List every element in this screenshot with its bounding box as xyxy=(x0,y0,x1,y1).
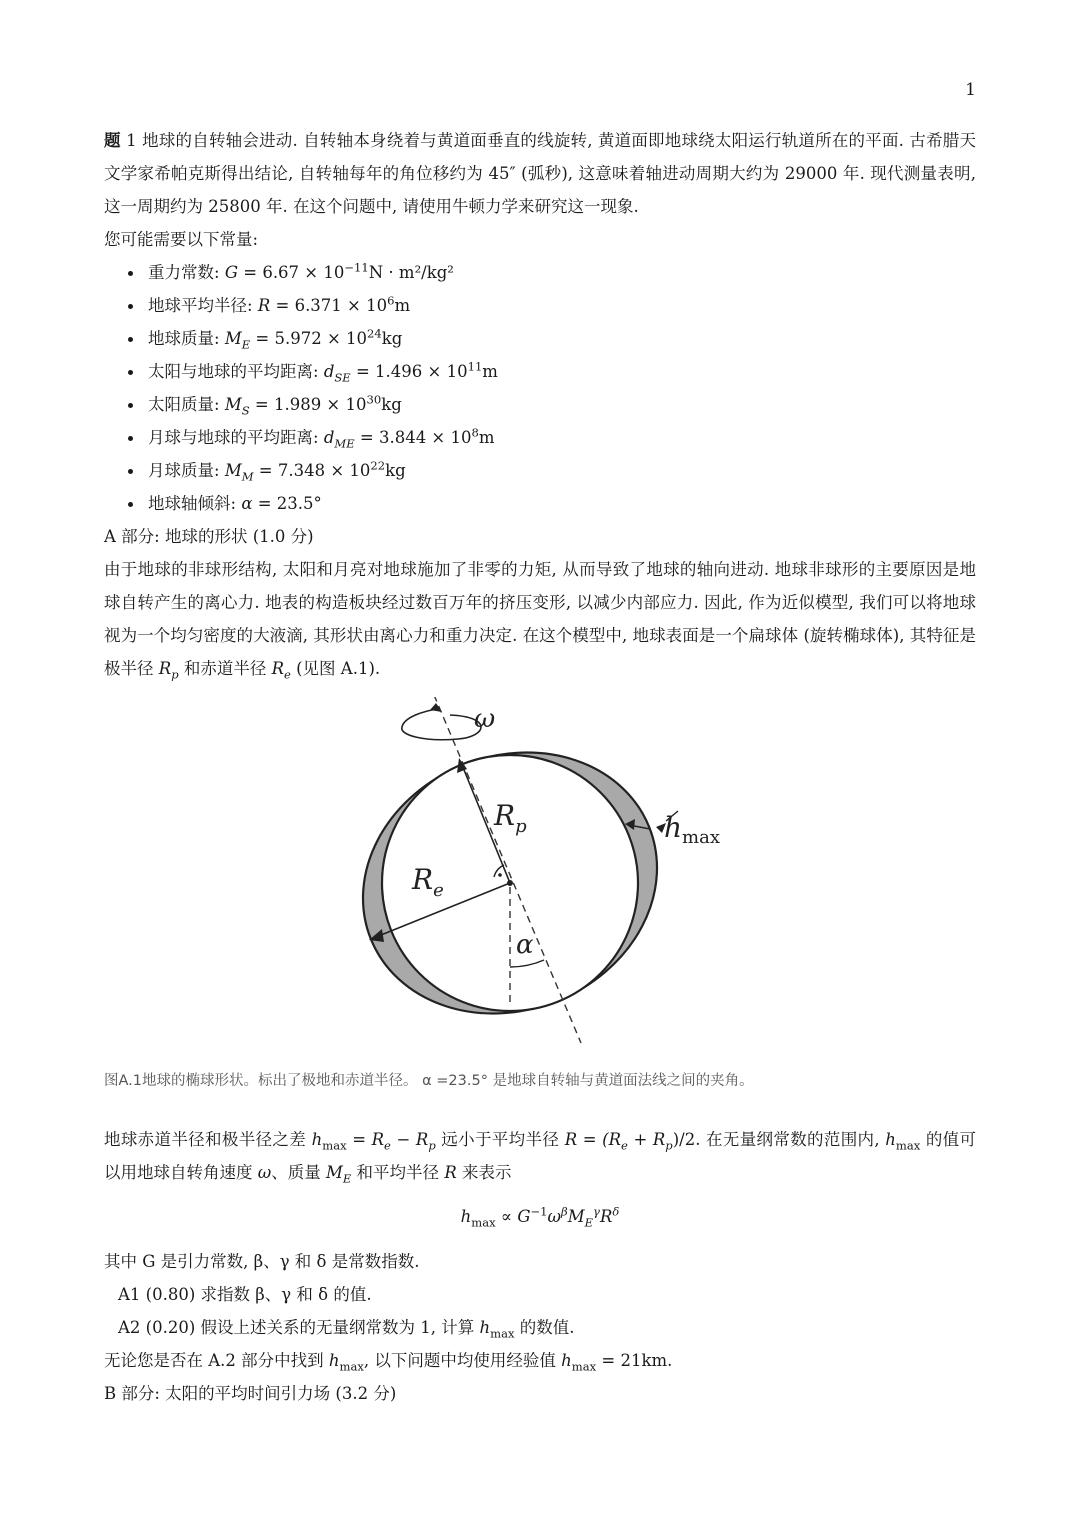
page-content xyxy=(104,124,976,1410)
problem-intro: 题 1 地球的自转轴会进动. 自转轴本身绕着与黄道面垂直的线旋转, 黄道面即地球绕太阳运行轨道所在的平面. 古希腊天文学家希帕克斯得出结论, 自转轴每年的角位移约为 45″ (弧秒), 这意味着轴进动周期大约为 29000 年. 现代测量表明, 这一周期约为 25800 年. 在这个问题中, 请使用牛顿力学来研究这一现象. xyxy=(104,131,976,216)
earth-ellipsoid-diagram xyxy=(354,697,734,1057)
rp-label: $R_p$ xyxy=(494,799,527,837)
list-item: 太阳质量: $M_S = 1.989 \times 10^{30}kg$ xyxy=(128,388,976,421)
figure-a1 xyxy=(104,685,976,1067)
omega-label: ω xyxy=(474,704,496,734)
figure-caption: 图A.1地球的椭球形状。标出了极地和赤道半径。 α =23.5° 是地球自转轴与黄道面法线之间的夹角。 xyxy=(104,1073,754,1089)
list-item: 地球轴倾斜: α = 23.5° xyxy=(128,487,976,520)
hmax-paragraph: 地球赤道半径和极半径之差 $h_{max} = R_e - R_p$ 远小于平均半径 $R = (R_e + R_p)/2$. 在无量纲常数的范围内, $h_{max}$ 的值可以用地球自转角速度 ω、质量 $M_E$ 和平均半径 R 来表示 xyxy=(104,1130,976,1186)
part-a-paragraph: 由于地球的非球形结构, 太阳和月亮对地球施加了非零的力矩, 从而导致了地球的轴向进动. 地球非球形的主要原因是地球自转产生的离心力. 地表的构造板块经过数百万年的挤压变形, 以减少内部应力. 因此, 作为近似模型, 我们可以将地球视为一个均匀密度的大液滴, 其形状由离心力和重力决定. 在这个模型中, 地球表面是一个扁球体 (旋转椭球体), 其特征是极半径 $R_p$ 和赤道半径 $R_e$ (见图 A.1). xyxy=(104,560,976,682)
re-label: $R_e$ xyxy=(412,863,444,901)
exponents-text: 其中 G 是引力常数, β、γ 和 δ 是常数指数. xyxy=(104,1252,420,1271)
part-b-heading: B 部分: 太阳的平均时间引力场 (3.2 分) xyxy=(104,1384,397,1403)
center-point xyxy=(507,880,513,886)
constants-intro: 您可能需要以下常量: xyxy=(104,230,259,249)
display-equation: $h_{max} \propto G^{-1}\omega^\beta M_E^\gamma R^\delta$ xyxy=(460,1204,620,1230)
page-number: 1 xyxy=(965,80,976,100)
list-item: 重力常数: $G = 6.67 \times 10^{-11}N \cdot m^2/kg^2$ xyxy=(128,256,976,289)
rotation-arrow xyxy=(402,709,481,740)
list-item: 月球与地球的平均距离: $d_{ME} = 3.844 \times 10^8m$ xyxy=(128,421,976,454)
list-item: 月球质量: $M_M = 7.348 \times 10^{22}kg$ xyxy=(128,454,976,487)
part-a-heading: A 部分: 地球的形状 (1.0 分) xyxy=(104,527,314,546)
empirical-value-text: 无论您是否在 A.2 部分中找到 $h_{max}$, 以下问题中均使用经验值 $h_{max} = 21km$. xyxy=(104,1351,673,1374)
problem-label: 题 xyxy=(104,131,121,150)
right-angle-dot xyxy=(498,873,502,877)
hmax-label: $h_{max}$ xyxy=(664,811,720,848)
question-a1: A1 (0.80) 求指数 β、γ 和 δ 的值. xyxy=(118,1285,372,1304)
question-a2: A2 (0.20) 假设上述关系的无量纲常数为 1, 计算 $h_{max}$ 的数值. xyxy=(118,1318,575,1341)
list-item: 地球平均半径: $R = 6.371 \times 10^6m$ xyxy=(128,289,976,322)
alpha-label: α xyxy=(516,930,534,960)
constants-list xyxy=(104,256,976,520)
list-item: 太阳与地球的平均距离: $d_{SE} = 1.496 \times 10^{11}m$ xyxy=(128,355,976,388)
list-item: 地球质量: $M_E = 5.972 \times 10^{24}kg$ xyxy=(128,322,976,355)
